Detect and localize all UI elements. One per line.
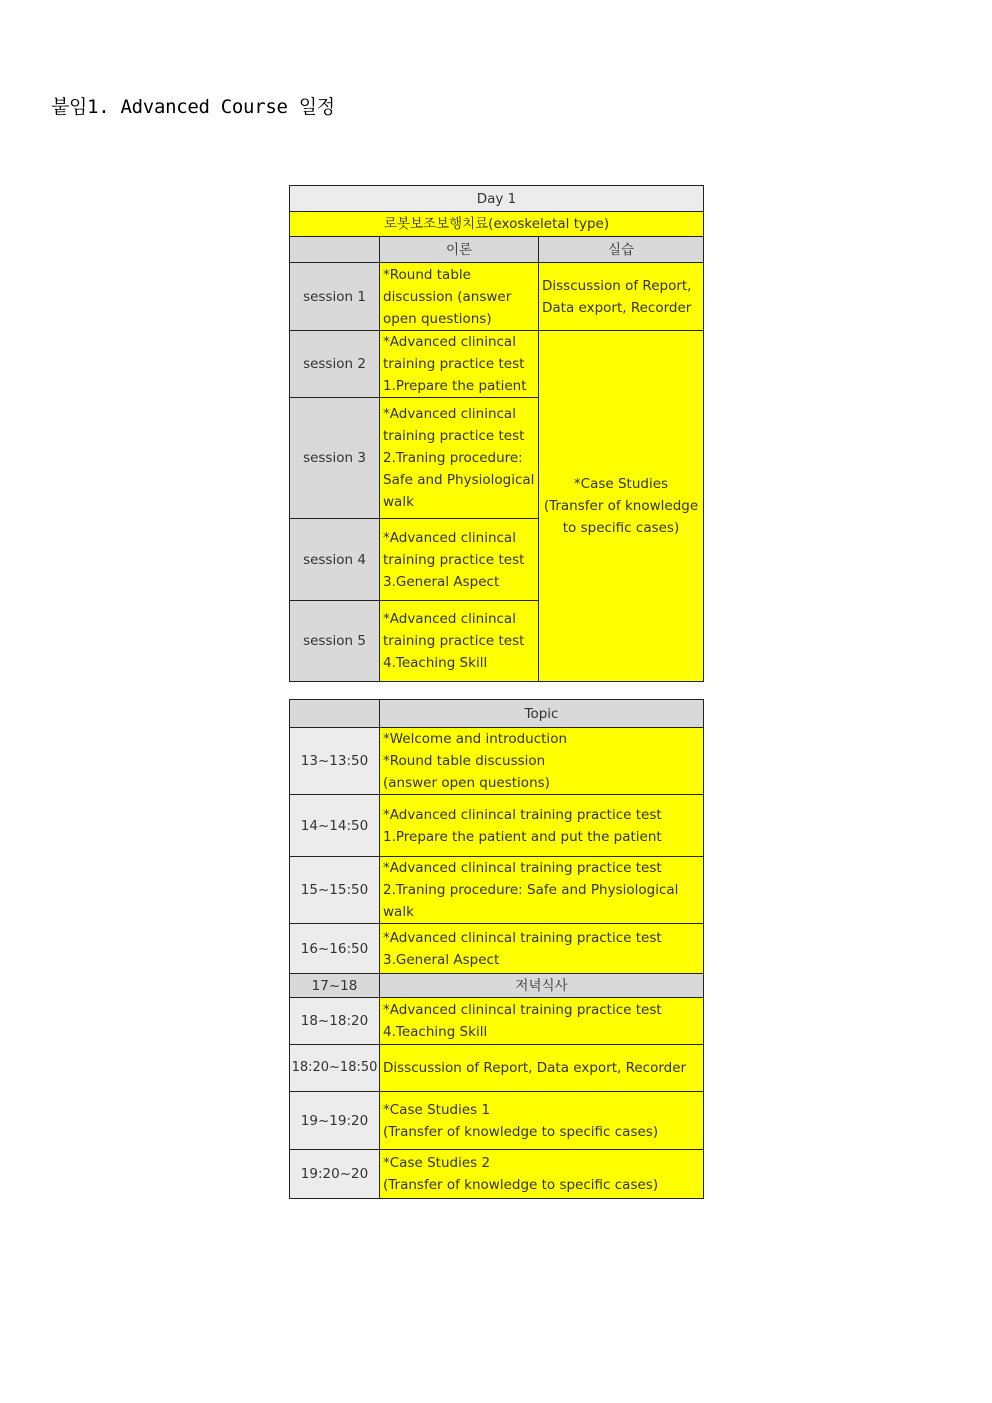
practice-cell-report: Disscussion of Report, Data export, Recorder — [539, 263, 704, 331]
time-cell: 19~19:20 — [290, 1092, 380, 1150]
session-label: session 1 — [290, 263, 380, 331]
time-cell: 19:20~20 — [290, 1150, 380, 1199]
theory-column-header: 이론 — [380, 237, 539, 263]
timetable-table — [289, 699, 704, 1199]
topic-cell: *Advanced clinincal training practice test 1.Prepare the patient and put the patient — [380, 795, 704, 857]
topic-cell: *Advanced clinincal training practice test 2.Traning procedure: Safe and Physiological walk — [380, 857, 704, 924]
corner-cell — [290, 237, 380, 263]
session-label: session 4 — [290, 519, 380, 601]
practice-cell-case-studies: *Case Studies (Transfer of knowledge to specific cases) — [539, 331, 704, 682]
time-cell: 13~13:50 — [290, 728, 380, 795]
time-cell: 18~18:20 — [290, 998, 380, 1045]
day1-schedule-table — [289, 185, 704, 682]
time-cell: 14~14:50 — [290, 795, 380, 857]
dinner-cell: 저녁식사 — [380, 974, 704, 998]
session-theory-cell: *Advanced clinincal training practice test 1.Prepare the patient — [380, 331, 539, 398]
session-label: session 2 — [290, 331, 380, 398]
time-cell: 17~18 — [290, 974, 380, 998]
subject-header: 로봇보조보행치료(exoskeletal type) — [290, 212, 704, 237]
session-theory-cell: *Advanced clinincal training practice test 3.General Aspect — [380, 519, 539, 601]
session-theory-cell: *Advanced clinincal training practice test 2.Traning procedure: Safe and Physiological walk — [380, 398, 539, 519]
session-theory-cell: *Round table discussion (answer open questions) — [380, 263, 539, 331]
practice-column-header: 실습 — [539, 237, 704, 263]
time-cell: 18:20~18:50 — [290, 1045, 380, 1092]
day-header: Day 1 — [290, 186, 704, 212]
topic-cell: Disscussion of Report, Data export, Recorder — [380, 1045, 704, 1092]
session-label: session 3 — [290, 398, 380, 519]
document-title: 붙임1. Advanced Course 일정 — [51, 96, 335, 118]
corner-cell — [290, 700, 380, 728]
time-cell: 16~16:50 — [290, 924, 380, 974]
session-theory-cell: *Advanced clinincal training practice test 4.Teaching Skill — [380, 601, 539, 682]
topic-cell: *Advanced clinincal training practice test 3.General Aspect — [380, 924, 704, 974]
time-cell: 15~15:50 — [290, 857, 380, 924]
topic-column-header: Topic — [380, 700, 704, 728]
topic-cell: *Case Studies 1 (Transfer of knowledge to specific cases) — [380, 1092, 704, 1150]
topic-cell: *Welcome and introduction *Round table discussion (answer open questions) — [380, 728, 704, 795]
session-label: session 5 — [290, 601, 380, 682]
topic-cell: *Case Studies 2 (Transfer of knowledge to specific cases) — [380, 1150, 704, 1199]
topic-cell: *Advanced clinincal training practice test 4.Teaching Skill — [380, 998, 704, 1045]
